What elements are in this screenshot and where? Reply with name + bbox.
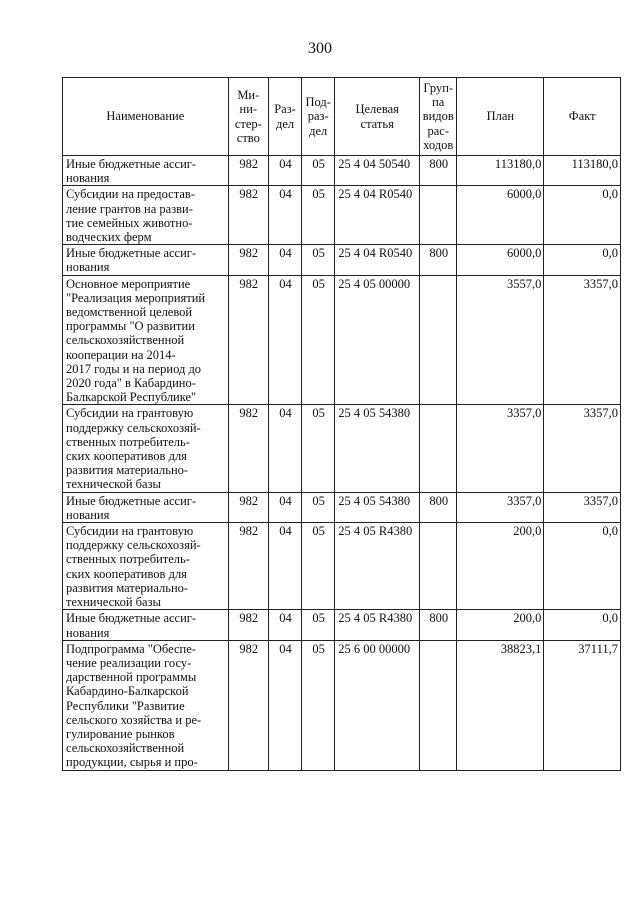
table-header-row [63, 78, 621, 156]
row-plan: 200,0 [457, 523, 544, 610]
row-ministry: 982 [228, 156, 268, 186]
row-ministry: 982 [228, 523, 268, 610]
row-ministry: 982 [228, 640, 268, 770]
row-target-article: 25 4 05 00000 [335, 275, 420, 405]
row-subsection: 05 [302, 405, 335, 492]
row-target-article: 25 4 04 50540 [335, 156, 420, 186]
header-fact: Факт [544, 78, 621, 156]
row-target-article: 25 4 04 R0540 [335, 186, 420, 245]
row-name: Субсидии на грантовую поддержку сельскохозяй- ственных потребитель- ских кооперативов для развития материально- технической базы [63, 523, 229, 610]
row-expense-group [420, 405, 457, 492]
row-subsection: 05 [302, 245, 335, 275]
row-section: 04 [268, 492, 301, 522]
row-section: 04 [268, 523, 301, 610]
row-name: Иные бюджетные ассиг- нования [63, 156, 229, 186]
row-subsection: 05 [302, 156, 335, 186]
row-subsection: 05 [302, 523, 335, 610]
row-expense-group: 800 [420, 610, 457, 640]
row-expense-group [420, 640, 457, 770]
row-subsection: 05 [302, 610, 335, 640]
row-expense-group: 800 [420, 156, 457, 186]
table-row [63, 492, 621, 522]
row-fact: 0,0 [544, 610, 621, 640]
row-section: 04 [268, 640, 301, 770]
row-section: 04 [268, 610, 301, 640]
row-section: 04 [268, 275, 301, 405]
row-ministry: 982 [228, 405, 268, 492]
row-section: 04 [268, 245, 301, 275]
row-fact: 3357,0 [544, 405, 621, 492]
row-subsection: 05 [302, 186, 335, 245]
row-ministry: 982 [228, 186, 268, 245]
header-ministry: Ми- ни- стер- ство [228, 78, 268, 156]
row-ministry: 982 [228, 245, 268, 275]
table-row [63, 610, 621, 640]
row-fact: 113180,0 [544, 156, 621, 186]
row-subsection: 05 [302, 640, 335, 770]
row-section: 04 [268, 186, 301, 245]
row-plan: 3357,0 [457, 405, 544, 492]
header-expense-group: Груп- па видов рас- ходов [420, 78, 457, 156]
row-name: Иные бюджетные ассиг- нования [63, 245, 229, 275]
row-expense-group [420, 275, 457, 405]
header-plan: План [457, 78, 544, 156]
row-fact: 37111,7 [544, 640, 621, 770]
row-subsection: 05 [302, 275, 335, 405]
row-fact: 0,0 [544, 523, 621, 610]
header-name: Наименование [63, 78, 229, 156]
table-row [63, 186, 621, 245]
header-target-article: Целевая статья [335, 78, 420, 156]
row-fact: 0,0 [544, 186, 621, 245]
row-ministry: 982 [228, 492, 268, 522]
row-plan: 3357,0 [457, 492, 544, 522]
row-target-article: 25 6 00 00000 [335, 640, 420, 770]
row-expense-group: 800 [420, 245, 457, 275]
table-row [63, 156, 621, 186]
row-section: 04 [268, 156, 301, 186]
row-target-article: 25 4 04 R0540 [335, 245, 420, 275]
row-name: Иные бюджетные ассиг- нования [63, 610, 229, 640]
row-plan: 38823,1 [457, 640, 544, 770]
row-plan: 113180,0 [457, 156, 544, 186]
row-target-article: 25 4 05 54380 [335, 492, 420, 522]
row-expense-group [420, 186, 457, 245]
row-fact: 3357,0 [544, 275, 621, 405]
row-expense-group [420, 523, 457, 610]
table-row [63, 405, 621, 492]
row-plan: 6000,0 [457, 186, 544, 245]
row-subsection: 05 [302, 492, 335, 522]
page-number: 300 [308, 40, 332, 57]
row-ministry: 982 [228, 275, 268, 405]
row-name: Подпрограмма "Обеспе- чение реализации госу- дарственной программы Кабардино-Балкарской Республики "Развитие сельского хозяйства и ре- гулирование рынков сельскохозяйственной продукции, сырья и про- [63, 640, 229, 770]
header-section: Раз- дел [268, 78, 301, 156]
table-row [63, 275, 621, 405]
row-fact: 0,0 [544, 245, 621, 275]
row-expense-group: 800 [420, 492, 457, 522]
row-target-article: 25 4 05 R4380 [335, 610, 420, 640]
row-name: Субсидии на грантовую поддержку сельскохозяй- ственных потребитель- ских кооперативов для развития материально- технической базы [63, 405, 229, 492]
header-subsection: Под- раз- дел [302, 78, 335, 156]
row-plan: 3557,0 [457, 275, 544, 405]
row-ministry: 982 [228, 610, 268, 640]
row-target-article: 25 4 05 54380 [335, 405, 420, 492]
row-name: Субсидии на предостав- ление грантов на разви- тие семейных животно- водческих ферм [63, 186, 229, 245]
row-name: Основное мероприятие "Реализация мероприятий ведомственной целевой программы "О развитии сельскохозяйственной кооперации на 2014- 2017 годы и на период до 2020 года" в Кабардино- Балкарской Республике" [63, 275, 229, 405]
row-target-article: 25 4 05 R4380 [335, 523, 420, 610]
row-plan: 200,0 [457, 610, 544, 640]
row-plan: 6000,0 [457, 245, 544, 275]
row-name: Иные бюджетные ассиг- нования [63, 492, 229, 522]
row-section: 04 [268, 405, 301, 492]
table-row [63, 245, 621, 275]
table-row [63, 640, 621, 770]
table-row [63, 523, 621, 610]
row-fact: 3357,0 [544, 492, 621, 522]
budget-table [62, 77, 621, 771]
